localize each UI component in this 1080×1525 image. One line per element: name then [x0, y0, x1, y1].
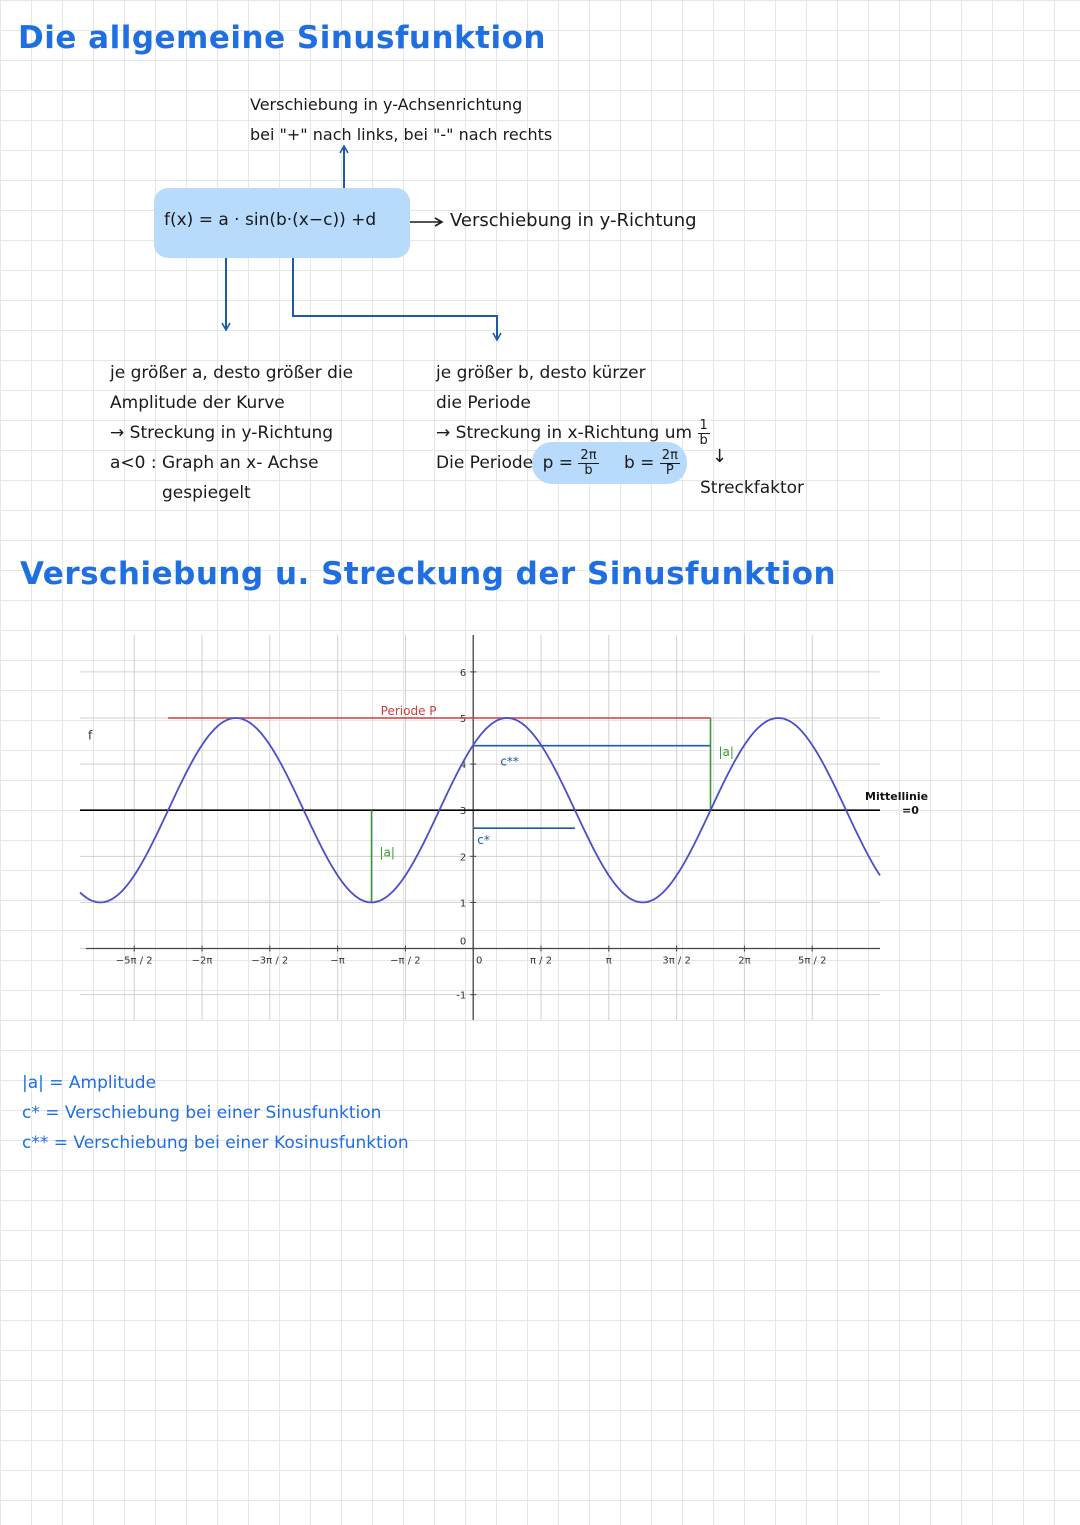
streckfaktor-label: Streckfaktor: [700, 478, 805, 498]
amplitude-label: |a|: [379, 845, 395, 860]
note-b: [436, 358, 710, 478]
note-b-line3-text: → Streckung in x-Richtung um: [436, 423, 693, 443]
note-b-line1: je größer b, desto kürzer: [436, 363, 646, 383]
top-note-line2: bei "+" nach links, bei "-" nach rechts: [250, 125, 553, 144]
b-label: b =: [623, 453, 655, 473]
c-double-star-label: c**: [500, 754, 519, 769]
sine-chart: [0, 620, 1080, 1030]
note-b-line2: die Periode: [436, 393, 531, 413]
curve-label: f: [88, 728, 93, 743]
note-a-line3: → Streckung in y-Richtung: [110, 423, 334, 443]
arrow-b: [293, 244, 497, 340]
amplitude-label: |a|: [718, 745, 734, 760]
x-tick-label: 0: [476, 955, 483, 967]
legend-line1: |a| = Amplitude: [22, 1073, 157, 1093]
one-over-b: [698, 419, 710, 448]
legend-line3: c** = Verschiebung bei einer Kosinusfunktion: [22, 1133, 409, 1153]
formula-arrow-label: Verschiebung in y-Richtung: [450, 210, 697, 231]
x-tick-label: −2π: [191, 955, 213, 967]
x-tick-label: −5π / 2: [115, 955, 153, 967]
x-tick-label: −3π / 2: [251, 955, 289, 967]
note-b-line3: [436, 418, 710, 448]
p-frac: [578, 449, 598, 478]
note-b-line4-text: Die Periode: [436, 453, 534, 473]
one-over-b-num: 1: [699, 417, 708, 433]
b-frac-num: 2π: [661, 447, 678, 463]
streckfaktor-arrow: ↓: [712, 446, 728, 467]
c-star-label: c*: [477, 833, 490, 848]
formula: f(x) = a · sin(b·(x−c)) +d: [164, 210, 377, 230]
period-label: Periode P: [380, 703, 437, 718]
note-a-line4: a<0 : Graph an x- Achse: [110, 453, 319, 473]
page-title: Die allgemeine Sinusfunktion: [18, 20, 546, 56]
y-origin-label: 0: [459, 936, 467, 948]
note-a-line2: Amplitude der Kurve: [110, 393, 285, 413]
note-b-line4: [436, 448, 710, 478]
y-tick-label: 6: [459, 667, 467, 679]
x-tick-label: π: [605, 955, 612, 967]
x-tick-label: 5π / 2: [797, 955, 827, 967]
x-tick-label: 2π: [738, 955, 751, 967]
x-tick-label: 3π / 2: [662, 955, 691, 967]
x-tick-label: π / 2: [529, 955, 553, 967]
note-a: [110, 358, 353, 508]
midline-label-2: =0: [902, 804, 919, 818]
section2-title: Verschiebung u. Streckung der Sinusfunktion: [20, 556, 837, 592]
y-tick-label: 2: [459, 852, 467, 864]
y-tick-label: -1: [456, 990, 467, 1002]
b-frac: [660, 449, 680, 478]
legend-line2: c* = Verschiebung bei einer Sinusfunktion: [22, 1103, 382, 1123]
x-tick-label: −π: [330, 955, 345, 967]
one-over-b-den: b: [699, 432, 708, 448]
p-frac-den: b: [584, 462, 593, 478]
top-note-line1: Verschiebung in y-Achsenrichtung: [250, 95, 523, 114]
legend: [22, 1068, 409, 1158]
midline-label: Mittellinie: [865, 790, 929, 804]
y-tick-label: 3: [459, 806, 467, 818]
p-frac-num: 2π: [580, 447, 597, 463]
note-a-line1: je größer a, desto größer die: [110, 363, 354, 383]
b-frac-den: P: [665, 462, 674, 478]
x-tick-label: −π / 2: [390, 955, 421, 967]
y-tick-label: 1: [459, 898, 467, 910]
y-tick-label: 5: [459, 713, 467, 725]
p-label: p =: [542, 453, 574, 473]
y-tick-label: 4: [459, 760, 467, 772]
note-a-line5: gespiegelt: [162, 483, 251, 503]
